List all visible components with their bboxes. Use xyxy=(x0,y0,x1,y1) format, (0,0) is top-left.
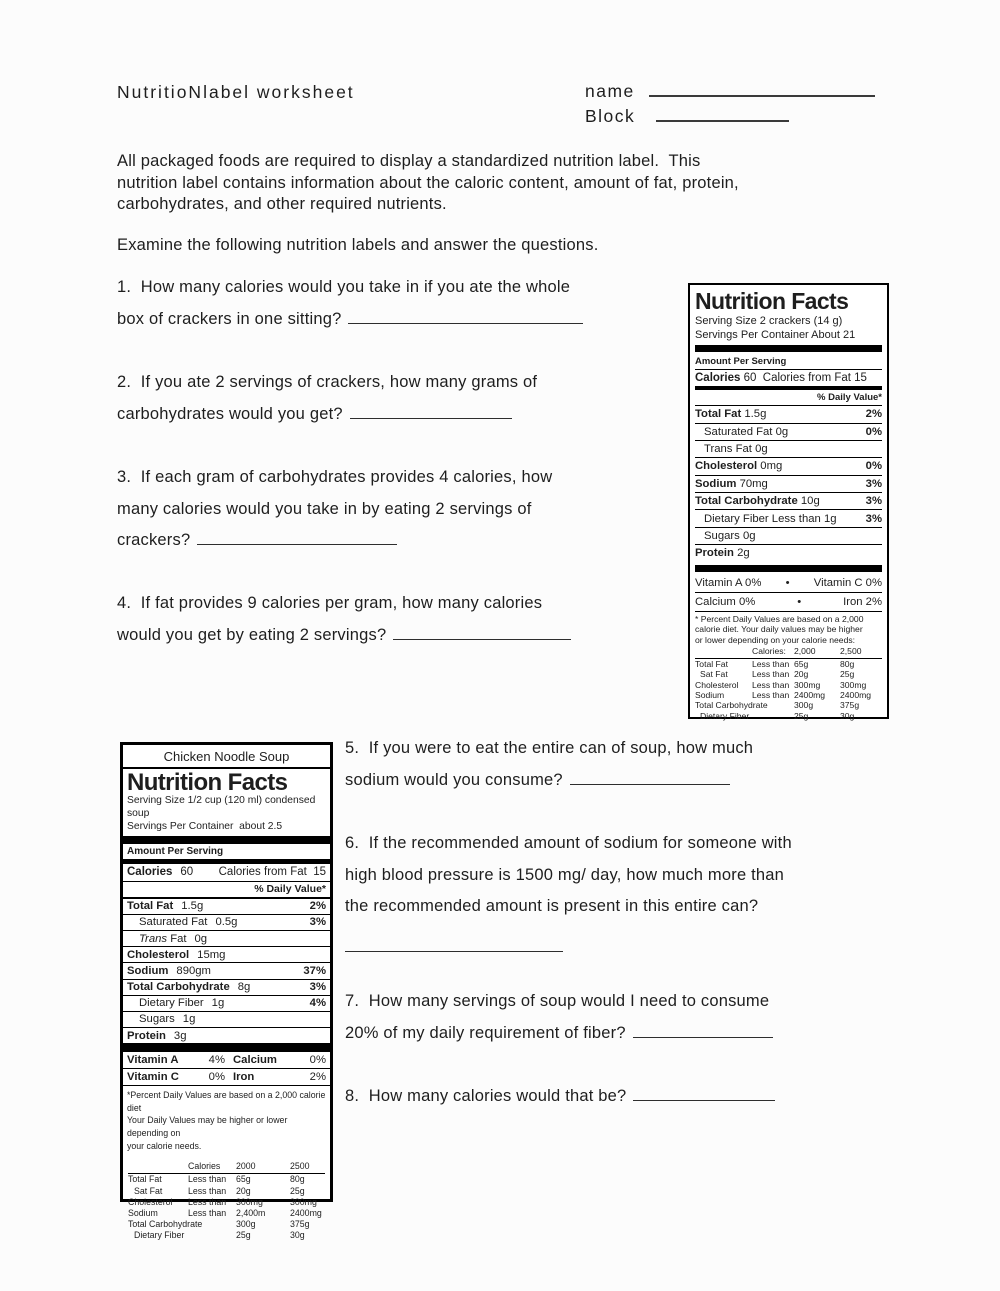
nutrition-facts-title: Nutrition Facts xyxy=(695,288,849,314)
question-line: many calories would you take in by eating 2 servings of xyxy=(117,499,532,518)
intro-paragraph xyxy=(117,151,739,216)
name-field xyxy=(585,80,875,102)
calories-row: Calories 60 Calories from Fat 15 xyxy=(127,866,326,879)
nutrient-row-total-carbohydrate: Total Carbohydrate 8g 3% xyxy=(123,980,330,996)
answer-blank-7 xyxy=(633,1024,773,1038)
question-line: crackers? xyxy=(117,531,191,549)
cracker-nutrition-label xyxy=(688,283,889,719)
question-line: carbohydrates would you get? xyxy=(117,404,343,423)
nutrient-row-total-carbohydrate: Total Carbohydrate 10g 3% xyxy=(695,492,882,509)
nutrient-row-dietary-fiber: Dietary Fiber 1g 4% xyxy=(123,996,330,1012)
block-blank xyxy=(656,105,789,122)
answer-blank-1 xyxy=(348,310,583,324)
answer-blank-4 xyxy=(393,626,571,640)
question-line: 5. If you were to eat the entire can of soup, how much xyxy=(345,739,754,757)
footnote: *Percent Daily Values are based on a 2,000 calorie diet Your Daily Values may be higher or lower depending on your calorie needs. xyxy=(127,1090,326,1151)
vitamins-row: Vitamin C 0% Iron 2% xyxy=(123,1069,330,1086)
table-header-row: Calories: 2,000 2,500 xyxy=(695,646,882,658)
nutrient-row-saturated-fat: Saturated Fat 0g 0% xyxy=(695,423,882,440)
vitamins-row: Vitamin A 4% Calcium 0% xyxy=(123,1052,330,1069)
question-line: 2. If you ate 2 servings of crackers, how many grams of xyxy=(117,373,538,391)
answer-blank-6 xyxy=(345,938,563,952)
answer-blank-3 xyxy=(197,531,397,545)
question-7 xyxy=(345,986,773,1049)
question-2 xyxy=(117,367,537,430)
question-line: high blood pressure is 1500 mg/ day, how much more than xyxy=(345,865,785,884)
vitamins-row: Calcium 0% • Iron 2% xyxy=(695,592,882,611)
question-line: sodium would you consume? xyxy=(345,770,563,789)
divider-bar xyxy=(123,1044,330,1052)
table-row: Total Fat Less than 65g 80g xyxy=(128,1174,305,1185)
servings-per-container: Servings Per Container About 21 xyxy=(695,328,856,341)
serving-size: Serving Size 2 crackers (14 g) xyxy=(695,315,843,328)
question-line: 3. If each gram of carbohydrates provides 4 calories, how xyxy=(117,468,553,486)
table-row: Sodium Less than 2,400m 2400mg xyxy=(128,1208,322,1219)
name-blank xyxy=(649,80,875,97)
serving-size: Serving Size 1/2 cup (120 ml) condensed soup xyxy=(127,795,316,819)
table-row: Cholesterol Less than 300mg 300mg xyxy=(695,679,867,690)
nutrient-row-cholesterol: Cholesterol 15mg xyxy=(123,947,330,963)
table-header-row: Calories 2000 2500 xyxy=(128,1161,325,1174)
nutrient-row-total-fat: Total Fat 1.5g 2% xyxy=(123,899,330,915)
daily-value-header: % Daily Value* xyxy=(123,881,330,899)
question-1 xyxy=(117,272,583,335)
question-line: box of crackers in one sitting? xyxy=(117,309,342,328)
question-line: 4. If fat provides 9 calories per gram, how many calories xyxy=(117,594,543,612)
amount-per-serving: Amount Per Serving xyxy=(127,845,224,857)
worksheet-title: NutritioNlabel worksheet xyxy=(117,82,355,102)
name-label: name xyxy=(585,81,635,101)
table-row: Sat Fat Less than 20g 25g xyxy=(700,669,855,680)
bullet-icon: • xyxy=(797,595,802,608)
question-line: 7. How many servings of soup would I need to consume xyxy=(345,992,770,1010)
table-row: Total Fat Less than 65g 80g xyxy=(695,658,855,669)
nutrient-row-trans-fat: Trans Fat 0g xyxy=(695,440,882,457)
question-line: 8. How many calories would that be? xyxy=(345,1087,627,1105)
table-row: Total Carbohydrate 300g 375g xyxy=(128,1219,310,1230)
question-line: 1. How many calories would you take in if you ate the whole xyxy=(117,278,571,296)
divider-bar xyxy=(695,345,882,352)
intro-line: All packaged foods are required to display a standardized nutrition label. This xyxy=(117,152,701,170)
soup-nutrition-label xyxy=(120,742,333,1241)
daily-value-header: % Daily Value* xyxy=(817,392,882,404)
nutrient-row-sugars: Sugars 1g xyxy=(123,1012,330,1028)
bullet-icon: • xyxy=(785,576,790,589)
answer-blank-5 xyxy=(570,771,730,785)
product-name: Chicken Noodle Soup xyxy=(123,745,330,769)
block-field xyxy=(585,105,789,127)
intro-line: nutrition label contains information about the caloric content, amount of fat, protein, xyxy=(117,173,739,192)
nutrient-row-sugars: Sugars 0g xyxy=(695,527,882,544)
nutrition-facts-title: Nutrition Facts xyxy=(127,769,288,796)
question-6 xyxy=(345,828,792,963)
table-row: Dietary Fiber 25g 30g xyxy=(134,1230,305,1241)
question-line: the recommended amount is present in this entire can? xyxy=(345,897,759,915)
nutrient-row-sodium: Sodium 70mg 3% xyxy=(695,475,882,492)
nutrient-row-sodium: Sodium 890gm 37% xyxy=(123,963,330,979)
table-row: Sat Fat Less than 20g 25g xyxy=(134,1185,305,1196)
table-row: Cholesterol Less than 300mg 300mg xyxy=(128,1196,317,1207)
question-line: 6. If the recommended amount of sodium for someone with xyxy=(345,834,792,852)
question-3 xyxy=(117,462,552,557)
intro-line: carbohydrates, and other required nutrients. xyxy=(117,195,447,213)
dv-reference-table xyxy=(695,646,882,721)
nutrient-row-protein: Protein 3g xyxy=(123,1028,330,1044)
question-4 xyxy=(117,588,571,651)
vitamins-row: Vitamin A 0% • Vitamin C 0% xyxy=(695,576,882,589)
calories-row: Calories 60 Calories from Fat 15 xyxy=(695,369,882,386)
question-line: would you get by eating 2 servings? xyxy=(117,625,387,644)
question-5 xyxy=(345,733,753,796)
answer-blank-8 xyxy=(633,1087,775,1101)
table-row: Total Carbohydrate 300g 375g xyxy=(695,700,860,711)
question-line: 20% of my daily requirement of fiber? xyxy=(345,1023,626,1042)
amount-per-serving: Amount Per Serving xyxy=(695,356,787,368)
nutrient-row-dietary-fiber: Dietary Fiber Less than 1g 3% xyxy=(695,509,882,526)
nutrient-row-trans-fat: Trans Fat 0g xyxy=(123,931,330,947)
block-label: Block xyxy=(585,106,636,126)
nutrient-row-cholesterol: Cholesterol 0mg 0% xyxy=(695,457,882,474)
divider-bar xyxy=(123,836,330,844)
servings-per-container: Servings Per Container about 2.5 xyxy=(127,820,283,832)
nutrient-row-protein: Protein 2g xyxy=(695,544,882,561)
answer-blank-2 xyxy=(350,405,512,419)
instruction-text: Examine the following nutrition labels and answer the questions. xyxy=(117,236,599,254)
nutrient-row-saturated-fat: Saturated Fat 0.5g 3% xyxy=(123,915,330,931)
footnote: * Percent Daily Values are based on a 2,000 calorie diet. Your daily values may be higher or lower depending on your calorie needs: xyxy=(695,611,882,646)
question-8 xyxy=(345,1081,775,1113)
dv-reference-table xyxy=(123,1161,330,1241)
divider-bar xyxy=(695,565,882,572)
table-row: Sodium Less than 2400mg 2400mg xyxy=(695,689,872,700)
nutrient-row-total-fat: Total Fat 1.5g 2% xyxy=(695,405,882,422)
table-row: Dietary Fiber 25g 30g xyxy=(700,710,855,721)
